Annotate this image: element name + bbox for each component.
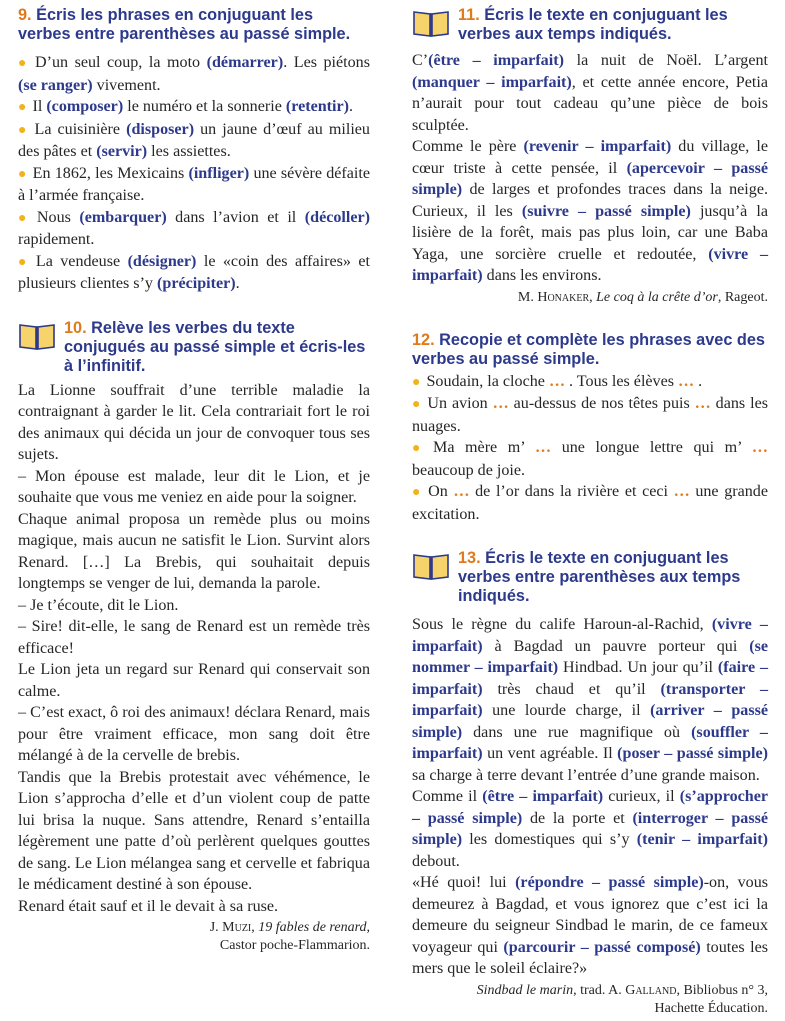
verb-hint: (vivre – imparfait) [412, 245, 768, 284]
text-segment: Sous le règne du calife Haroun-al-Rachid, [412, 616, 712, 633]
text-segment: . Tous les élèves [565, 372, 679, 390]
bullet-icon: ● [412, 397, 422, 412]
text-segment: D’un seul coup, la moto [34, 54, 207, 71]
paragraph: Tandis que la Brebis protestait avec véhémence, le Lion s’approcha d’elle et d’un violent coup de patte lui brisa la nuque. Sans attendre, Renard s’entailla légèrement une patte d’où perlèrent quelques gouttes de sang. Le Lion mélangea sang et cervelle et fabriqua le médicament destiné à son épouse. [18, 768, 370, 893]
text-segment: de la porte et [522, 809, 633, 827]
text-segment: La vendeuse [35, 252, 128, 270]
text-segment: une sévère défaite à l’armée française. [18, 164, 370, 204]
text-segment: La cuisinière [34, 120, 127, 138]
source-publisher: Castor poche-Flammarion. [219, 938, 370, 953]
blank-dots: … [548, 372, 566, 390]
source-title: Sindbad le marin [476, 982, 574, 998]
exercise-10-text [18, 380, 370, 918]
exercise-11 [412, 6, 768, 307]
text-segment: un jaune d’œuf au milieu des pâtes et [18, 120, 370, 160]
text-segment: une grande excitation. [412, 483, 768, 523]
text-segment: de l’or dans la rivière et ceci [469, 483, 674, 500]
verb-hint: (retentir) [285, 98, 350, 115]
open-book-icon [412, 8, 450, 38]
text-segment: . Les piétons [283, 54, 370, 71]
verb-hint: (être – imparfait) [428, 52, 564, 69]
text-segment: En 1862, les Mexicains [32, 164, 189, 182]
list-item [18, 52, 370, 96]
paragraph: Le Lion jeta un regard sur Renard qui conservait son calme. [18, 661, 370, 700]
exercise-13-heading [458, 549, 768, 606]
bullet-icon: ● [18, 210, 31, 226]
verb-hint: (se ranger) [18, 76, 93, 94]
open-book-icon [412, 551, 450, 581]
text-segment: rapidement. [18, 231, 95, 248]
text-segment: très chaud et qu’il [482, 680, 661, 698]
verb-hint: (suivre – passé simple) [521, 202, 691, 220]
exercise-12 [412, 331, 768, 526]
verb-hint: (infliger) [188, 164, 250, 182]
list-item [18, 163, 370, 207]
exercise-11-source: M. Honaker, Le coq à la crête d’or, Rageot. [517, 289, 768, 305]
blank-dots: … [535, 439, 552, 456]
list-item [412, 371, 768, 394]
paragraph: – Mon épouse est malade, leur dit le Lion, et je souhaite que vous me veniez en aide pour la soigner. [18, 467, 370, 506]
text-segment: jusqu’à la lisière de la forêt, mais pas plus loin, car une Baba Yaga, une sorcière cruelle et redoutée, [412, 202, 768, 263]
text-segment: . [694, 372, 703, 390]
list-item [18, 119, 370, 163]
list-item [412, 481, 768, 525]
list-item [412, 437, 768, 481]
exercise-10-number: 10. [64, 318, 87, 337]
bullet-icon: ● [412, 441, 428, 456]
bullet-icon: ● [412, 485, 423, 500]
exercise-10-title: Relève les verbes du texte conjugués au passé simple et écris-les à l’infinitif. [64, 318, 366, 375]
source-series: , Bibliobus n° 3, [676, 982, 768, 998]
exercise-11-number: 11. [458, 6, 480, 24]
text-segment: C’ [412, 52, 429, 69]
bullet-icon: ● [18, 122, 29, 138]
list-item [18, 251, 370, 295]
verb-hint: (interroger – passé simple) [412, 809, 768, 848]
text-segment: le «coin des affaires» et plusieurs clientes s’y [18, 252, 370, 292]
bullet-icon: ● [18, 100, 27, 115]
exercise-13-text [412, 614, 768, 980]
exercise-12-heading [412, 331, 768, 369]
text-segment: toutes les mers que le soleil éclaire?» [412, 938, 768, 977]
text-segment: Ma mère m’ [433, 439, 536, 456]
exercise-10-source: J. Muzi, 19 fables de renard, Castor poche-Flammarion. [209, 920, 370, 953]
list-item [18, 207, 370, 251]
list-item [412, 393, 768, 437]
exercise-11-heading [458, 6, 768, 44]
blank-dots: … [673, 483, 690, 500]
verb-hint: (tenir – imparfait) [636, 831, 768, 848]
text-segment: Hindbad. Un jour qu’il [558, 659, 718, 676]
source-author: M. Honaker [517, 289, 590, 305]
verb-hint: (parcourir – passé composé) [503, 938, 701, 956]
text-segment: Il [32, 98, 47, 115]
text-segment: Un avion [427, 395, 493, 412]
verb-hint: (démarrer) [206, 54, 284, 71]
text-segment: -on, vous demeurez à Bagdad, et vous ignorez que c’est ici la demeure du seigneur Sindbad le marin, de ce fameux voyageur qui [412, 874, 769, 956]
verb-hint: (composer) [46, 98, 124, 115]
text-segment: de larges et profondes traces dans la neige. Curieux, il les [412, 181, 768, 220]
blank-dots: … [751, 439, 768, 456]
paragraph [412, 786, 768, 872]
paragraph [412, 136, 768, 287]
exercise-11-text [412, 50, 768, 287]
verb-hint: (poser – passé simple) [617, 745, 768, 762]
blank-dots: … [453, 483, 470, 500]
text-segment: sa charge à terre devant l’entrée d’une grande maison. [412, 766, 760, 784]
blank-dots: … [694, 395, 711, 412]
text-segment: dans une rue magnifique où [462, 723, 692, 741]
exercise-12-items [412, 371, 768, 526]
verb-hint: (embarquer) [79, 208, 167, 226]
exercise-9-title: Écris les phrases en conjuguant les verbes entre parenthèses au passé simple. [18, 6, 351, 43]
text-segment: dans les nuages. [412, 395, 768, 435]
paragraph [412, 614, 768, 786]
open-book-icon [18, 321, 56, 351]
text-segment: Soudain, la cloche [426, 372, 549, 390]
text-segment: au-dessus de nos têtes puis [508, 395, 695, 412]
paragraph: – C’est exact, ô roi des animaux! déclara Renard, mais pour être vraiment efficace, mon sang doit être mélangé à de la cervelle de brebis. [18, 704, 370, 764]
source-publisher: Rageot. [724, 289, 768, 305]
verb-hint: (disposer) [126, 120, 195, 138]
exercise-13-title: Écris le texte en conjuguant les verbes entre parenthèses aux temps indiqués. [458, 549, 741, 605]
right-column [412, 6, 768, 1018]
exercise-9 [18, 6, 370, 295]
verb-hint: (vivre – imparfait) [412, 616, 768, 655]
text-segment: un vent agréable. Il [482, 745, 618, 762]
text-segment: «Hé quoi! lui [412, 874, 516, 891]
verb-hint: (désigner) [127, 252, 197, 270]
source-title: 19 fables de renard [258, 920, 367, 935]
exercise-13-number: 13. [458, 549, 481, 567]
text-segment: beaucoup de joie. [412, 461, 526, 479]
paragraph: Chaque animal proposa un remède plus ou moins magique, mais aucun ne satisfit le Lion. Survint alors Renard. […] La Brebis, qui souhaitait depuis longtemps se venger de lui, demanda la parole. [18, 510, 370, 592]
verb-hint: (revenir – imparfait) [523, 138, 672, 155]
left-column [18, 6, 370, 955]
paragraph: – Sire! dit-elle, le sang de Renard est un remède très efficace! [18, 618, 370, 657]
exercise-10-heading [64, 319, 370, 376]
exercise-11-title: Écris le texte en conjuguant les verbes aux temps indiqués. [458, 6, 728, 43]
bullet-icon: ● [18, 166, 27, 182]
exercise-10 [18, 319, 370, 956]
verb-hint: (s’approcher – passé simple) [412, 788, 768, 827]
verb-hint: (arriver – passé simple) [412, 702, 768, 741]
text-segment: le numéro et la sonnerie [123, 98, 286, 115]
verb-hint: (précipiter) [157, 275, 236, 292]
verb-hint: (apercevoir – passé simple) [412, 159, 768, 198]
verb-hint: (décoller) [304, 208, 370, 226]
paragraph [412, 872, 768, 980]
blank-dots: … [492, 395, 509, 412]
exercise-13-source [412, 982, 768, 1018]
text-segment: , et cette année encore, Petia n’aurait pour tout cadeau qu’une pièce de bois sculptée. [412, 73, 768, 134]
text-segment: . [349, 98, 354, 115]
verb-hint: (manquer – imparfait) [412, 73, 572, 91]
text-segment: une longue lettre qui m’ [551, 439, 752, 456]
verb-hint: (se nommer – imparfait) [412, 637, 768, 676]
text-segment: vivement. [92, 76, 161, 94]
exercise-13 [412, 549, 768, 1018]
text-segment: Comme le père [412, 138, 524, 155]
text-segment: Nous [36, 208, 80, 226]
text-segment: . [235, 275, 240, 292]
text-segment: la nuit de Noël. L’argent [563, 52, 768, 69]
source-translation-note: , trad. A. [573, 982, 626, 998]
exercise-12-number: 12. [412, 330, 435, 349]
verb-hint: (être – imparfait) [482, 788, 604, 805]
text-segment: Comme il [412, 788, 483, 805]
text-segment: du village, le cœur triste à cette pensée, il [412, 138, 768, 177]
verb-hint: (transporter – imparfait) [412, 680, 768, 719]
exercise-9-items [18, 52, 370, 295]
verb-hint: (servir) [96, 143, 148, 160]
text-segment: une lourde charge, il [482, 702, 651, 719]
text-segment: debout. [412, 852, 460, 870]
paragraph: La Lionne souffrait d’une terrible maladie la contraignant à garder le lit. Cela contrariait fort le roi des animaux qui décida un jour de convoquer tous ses sujets. [18, 381, 370, 463]
bullet-icon: ● [412, 374, 421, 390]
paragraph: Renard était sauf et il le devait à sa ruse. [18, 897, 279, 915]
blank-dots: … [678, 372, 695, 390]
bullet-icon: ● [18, 56, 29, 71]
text-segment: curieux, il [603, 788, 680, 805]
source-author: J. Muzi [209, 920, 252, 935]
text-segment: dans les environs. [482, 267, 602, 284]
source-publisher: Hachette Éducation. [654, 1000, 768, 1016]
text-segment: les assiettes. [147, 143, 231, 160]
verb-hint: (répondre – passé simple) [515, 874, 704, 891]
exercise-9-number: 9. [18, 6, 32, 24]
paragraph: – Je t’écoute, dit le Lion. [18, 596, 179, 614]
text-segment: dans l’avion et il [166, 208, 305, 226]
text-segment: les domestiques qui s’y [462, 831, 637, 848]
text-segment: On [428, 483, 454, 500]
list-item [18, 96, 370, 119]
source-title: Le coq à la crête d’or [596, 289, 718, 305]
exercise-9-heading [18, 6, 370, 44]
exercise-12-title: Recopie et complète les phrases avec des verbes au passé simple. [412, 330, 765, 368]
verb-hint: (souffler – imparfait) [412, 723, 768, 762]
bullet-icon: ● [18, 254, 30, 270]
paragraph [412, 50, 768, 136]
verb-hint: (faire – imparfait) [412, 659, 768, 698]
source-translator: Galland [625, 982, 677, 998]
text-segment: à Bagdad un pauvre porteur qui [482, 637, 750, 655]
